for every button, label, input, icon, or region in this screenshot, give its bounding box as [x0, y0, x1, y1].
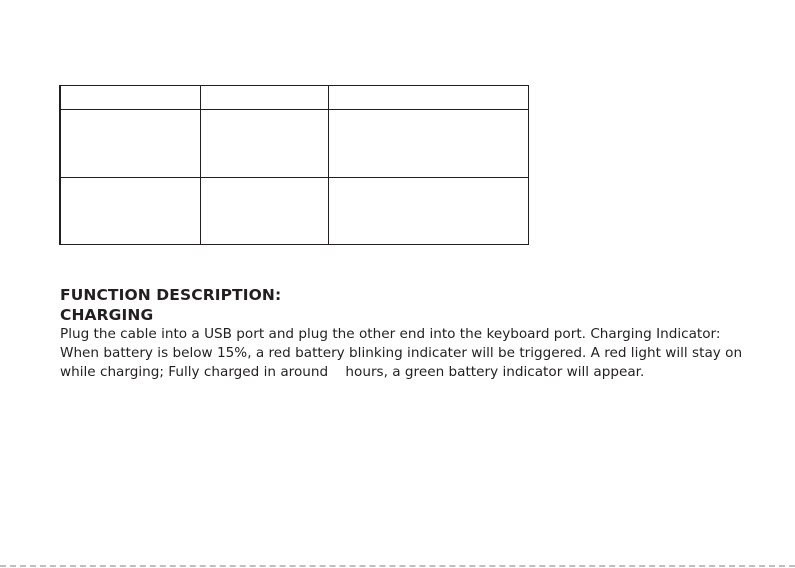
function-description-section: [60, 285, 780, 382]
table-cell: [328, 110, 528, 177]
function-description-heading: FUNCTION DESCRIPTION:: [60, 286, 282, 304]
charging-line-2: When battery is below 15%, a red battery blinking indicater will be triggered. A red light will stay on: [60, 345, 743, 361]
page-bottom-divider: [0, 565, 795, 567]
table-cell: [328, 177, 528, 244]
spec-table: [59, 85, 529, 245]
table-cell: [200, 177, 328, 244]
charging-heading: CHARGING: [60, 306, 154, 324]
table-cell: [60, 110, 200, 177]
table-cell: [60, 177, 200, 244]
table-row: [60, 110, 529, 177]
table-header-cell: [328, 86, 528, 110]
table-header-cell: [200, 86, 328, 110]
table-header-row: [60, 86, 529, 110]
table-cell: [200, 110, 328, 177]
charging-line-3: while charging; Fully charged in around hours, a green battery indicator will appear.: [60, 364, 645, 380]
table-row: [60, 177, 529, 244]
charging-line-1: Plug the cable into a USB port and plug the other end into the keyboard port. Charging Indicator:: [60, 326, 721, 342]
table-header-cell: [60, 86, 200, 110]
